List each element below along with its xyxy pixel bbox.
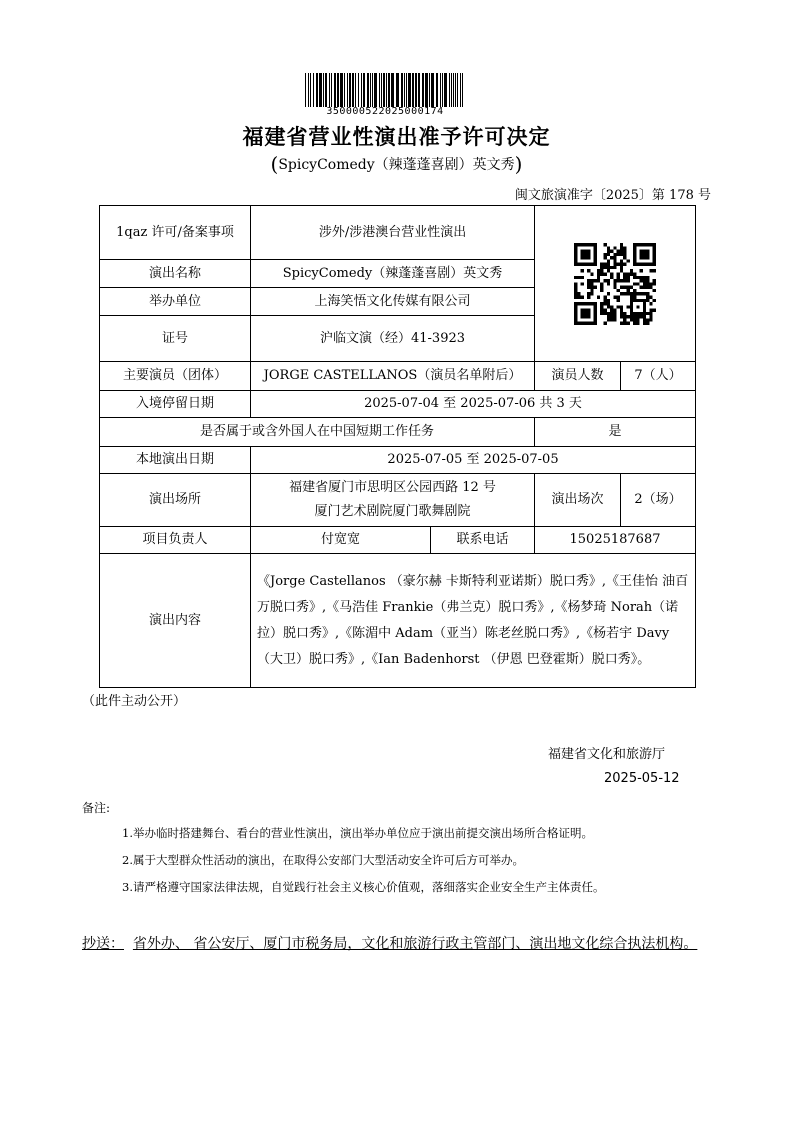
note-item: 3.请严格遵守国家法律法规，自觉践行社会主义核心价值观，落细落实企业安全生产主体责任。 [122,880,605,894]
issue-date: 2025-05-12 [604,771,680,786]
cell-label: 是否属于或含外国人在中国短期工作任务 [100,418,535,447]
venue-name: 厦门艺术剧院厦门歌舞剧院 [314,504,471,519]
table-row [100,527,696,554]
cell-value: 2（场） [621,474,696,527]
note-item: 2.属于大型群众性活动的演出，在取得公安部门大型活动安全许可后方可举办。 [122,853,524,867]
cell-value: 沪临文演（经）41-3923 [251,316,535,362]
note-item: 1.举办临时搭建舞台、看台的营业性演出，演出举办单位应于演出前提交演出场所合格证明。 [122,826,593,840]
document-number: 闽文旅演准字〔2025〕第 178 号 [514,188,711,203]
cell-value: 2025-07-05 至 2025-07-05 [251,447,696,474]
cell-label: 举办单位 [100,288,251,316]
cell-value: 7（人） [621,362,696,391]
barcode-number: 350000522025000174 [326,106,444,117]
cell-value: 是 [535,418,696,447]
table-row [100,554,696,688]
cell-value: 15025187687 [535,527,696,554]
table-row [100,206,696,260]
cell-value: 2025-07-04 至 2025-07-06 共 3 天 [251,391,696,418]
cell-value: 上海笑悟文化传媒有限公司 [251,288,535,316]
cell-label: 本地演出日期 [100,447,251,474]
cell-value [251,474,535,527]
document-subtitle: (SpicyComedy（辣蓬蓬喜剧）英文秀) [270,152,523,176]
cc-label: 抄送： [82,936,124,952]
table-row [100,447,696,474]
qr-code-image [574,243,656,325]
table-row [100,362,696,391]
document-title: 福建省营业性演出准予许可决定 [242,124,551,149]
barcode-image [305,73,465,107]
qr-cell [535,206,696,362]
notes-label: 备注: [82,801,111,815]
cell-value: 涉外/涉港澳台营业性演出 [251,206,535,260]
subtitle-text: SpicyComedy（辣蓬蓬喜剧）英文秀 [278,157,515,173]
public-note: （此件主动公开） [82,694,187,709]
cell-label: 主要演员（团体） [100,362,251,391]
cell-value: JORGE CASTELLANOS（演员名单附后） [251,362,535,391]
cell-label: 演员人数 [535,362,621,391]
cell-label: 演出场所 [100,474,251,527]
cc-recipients: 省外办、 省公安厅、厦门市税务局，文化和旅游行政主管部门、演出地文化综合执法机构。 [132,936,698,952]
cell-label: 证号 [100,316,251,362]
venue-address: 福建省厦门市思明区公园西路 12 号 [289,480,496,495]
cell-label: 演出名称 [100,260,251,288]
cell-label: 入境停留日期 [100,391,251,418]
cell-value: 付宽宽 [251,527,431,554]
cc-line [82,931,712,957]
cell-label: 演出场次 [535,474,621,527]
table-row [100,391,696,418]
issuing-department: 福建省文化和旅游厅 [548,747,666,762]
cell-label: 联系电话 [431,527,535,554]
cell-label: 演出内容 [100,554,251,688]
permit-table [99,205,696,688]
table-row [100,418,696,447]
cell-label: 1qaz 许可/备案事项 [100,206,251,260]
cell-label: 项目负责人 [100,527,251,554]
table-row [100,474,696,527]
performance-content: 《Jorge Castellanos （豪尔赫 卡斯特利亚诺斯）脱口秀》,《王佳怡 油百万脱口秀》,《马浩佳 Frankie（弗兰克）脱口秀》,《杨梦琦 Norah（诺拉）脱口秀》,《陈湄中 Adam（亚当）陈老丝脱口秀》,《杨若宇 Davy（大卫）脱口秀》,《Ian Badenhorst （伊恩 巴登霍斯）脱口秀》。 [251,554,696,688]
cell-value: SpicyComedy（辣蓬蓬喜剧）英文秀 [251,260,535,288]
